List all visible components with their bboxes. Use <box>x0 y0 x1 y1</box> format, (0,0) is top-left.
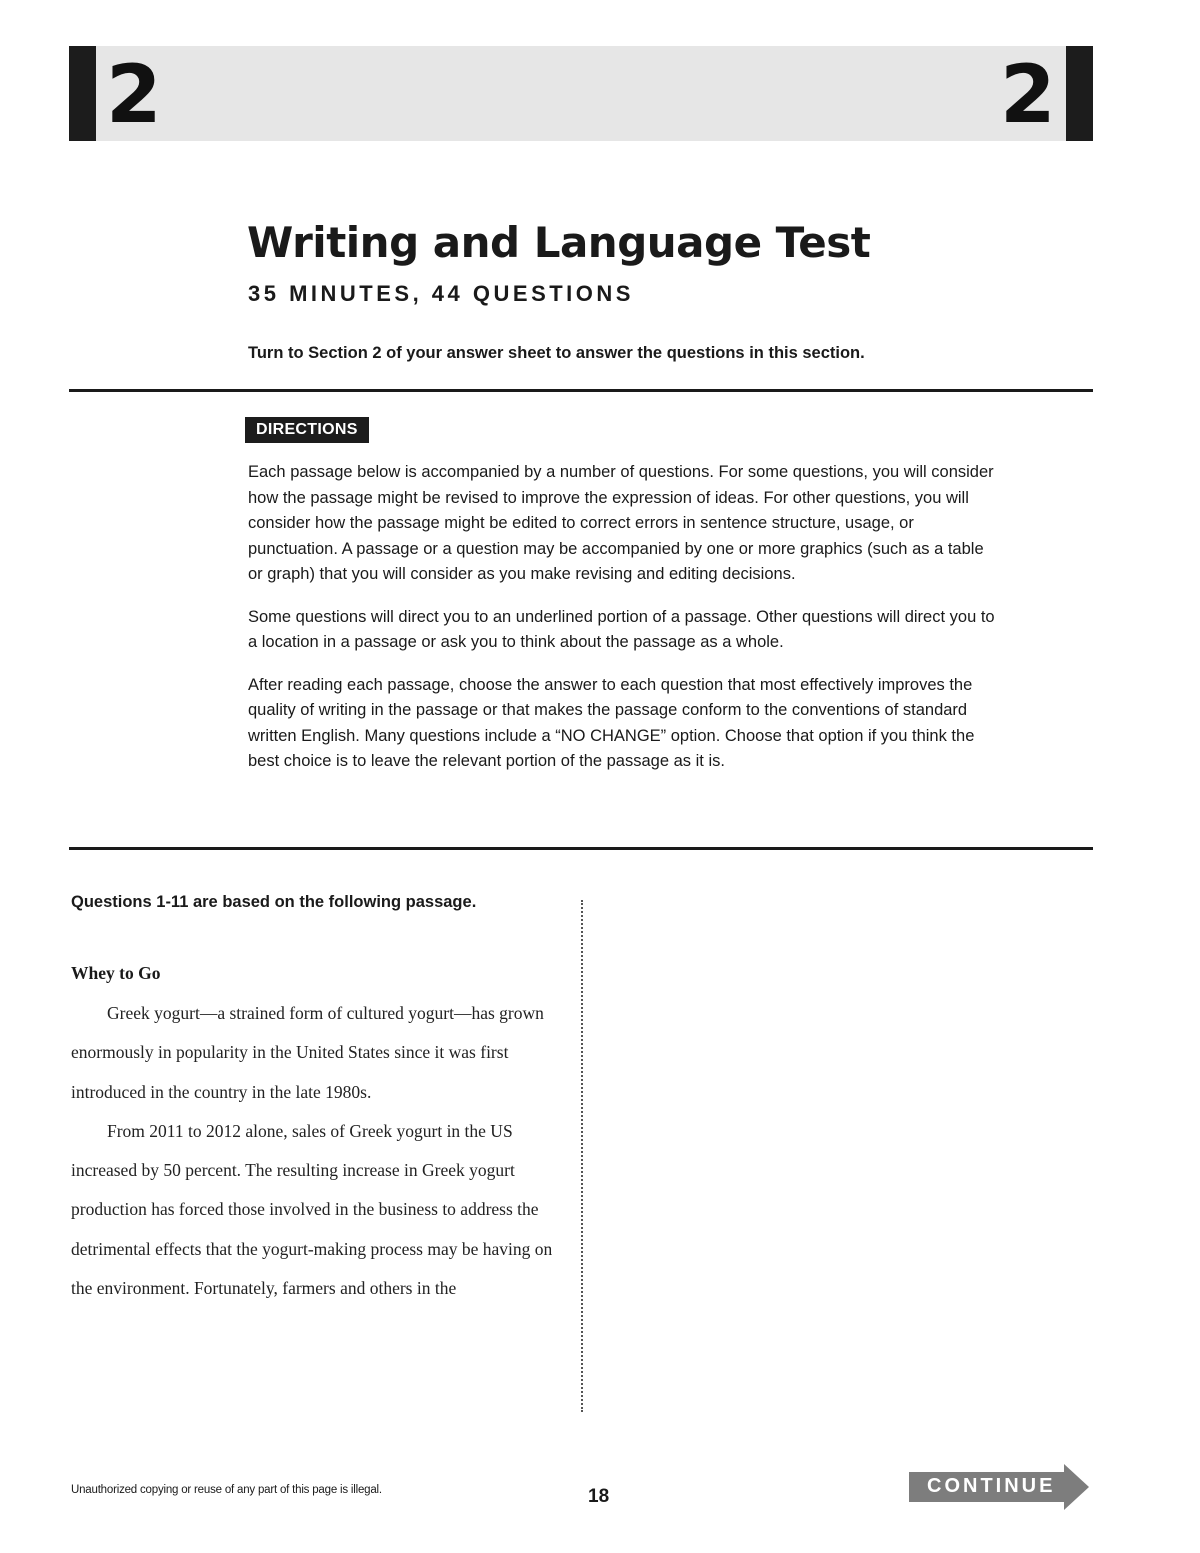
column-divider <box>581 900 583 1412</box>
passage-body <box>71 994 561 1308</box>
divider-top <box>69 389 1093 392</box>
passage-paragraph: Greek yogurt—a strained form of cultured yogurt—has grown enormously in popularity in the United States since it was first introduced in the country in the late 1980s. <box>71 1003 544 1102</box>
section-number-left: 2 <box>106 48 162 141</box>
answer-sheet-instruction: Turn to Section 2 of your answer sheet to answer the questions in this section. <box>248 344 865 362</box>
passage-title: Whey to Go <box>71 963 161 983</box>
passage-paragraph: From 2011 to 2012 alone, sales of Greek yogurt in the US increased by 50 percent. The resulting increase in Greek yogurt production has forced those involved in the business to address the detrimental effects that the yogurt-making process may be having on the environment. Fortunately, farmers and others in the <box>71 1120 553 1299</box>
test-title: Writing and Language Test <box>247 218 871 267</box>
divider-bottom <box>69 847 1093 850</box>
header-bar-left <box>69 46 96 141</box>
continue-label: CONTINUE <box>927 1475 1056 1497</box>
directions-body <box>248 460 998 792</box>
header-bar-right <box>1066 46 1093 141</box>
directions-paragraph: Some questions will direct you to an underlined portion of a passage. Other questions will direct you to a location in a passage or ask you to think about the passage as a whole. <box>248 607 995 651</box>
continue-button[interactable] <box>909 1464 1089 1510</box>
copyright-notice: Unauthorized copying or reuse of any part of this page is illegal. <box>71 1484 382 1496</box>
questions-heading: Questions 1-11 are based on the following passage. <box>71 893 477 911</box>
test-duration: 35 MINUTES, 44 QUESTIONS <box>248 281 634 306</box>
page-number: 18 <box>588 1486 610 1507</box>
section-header-band <box>69 46 1093 141</box>
section-number-right: 2 <box>1000 48 1056 141</box>
directions-paragraph: After reading each passage, choose the answer to each question that most effectively improves the quality of writing in the passage or that makes the passage conform to the conventions of standard written English. Many questions include a “NO CHANGE” option. Choose that option if you think the best choice is to leave the relevant portion of the passage as it is. <box>248 675 975 770</box>
directions-paragraph: Each passage below is accompanied by a number of questions. For some questions, you will consider how the passage might be revised to improve the expression of ideas. For other questions, you will consider how the passage might be edited to correct errors in sentence structure, usage, or punctuation. A passage or a question may be accompanied by one or more graphics (such as a table or graph) that you will consider as you make revising and editing decisions. <box>248 463 994 583</box>
directions-label: DIRECTIONS <box>245 417 369 443</box>
